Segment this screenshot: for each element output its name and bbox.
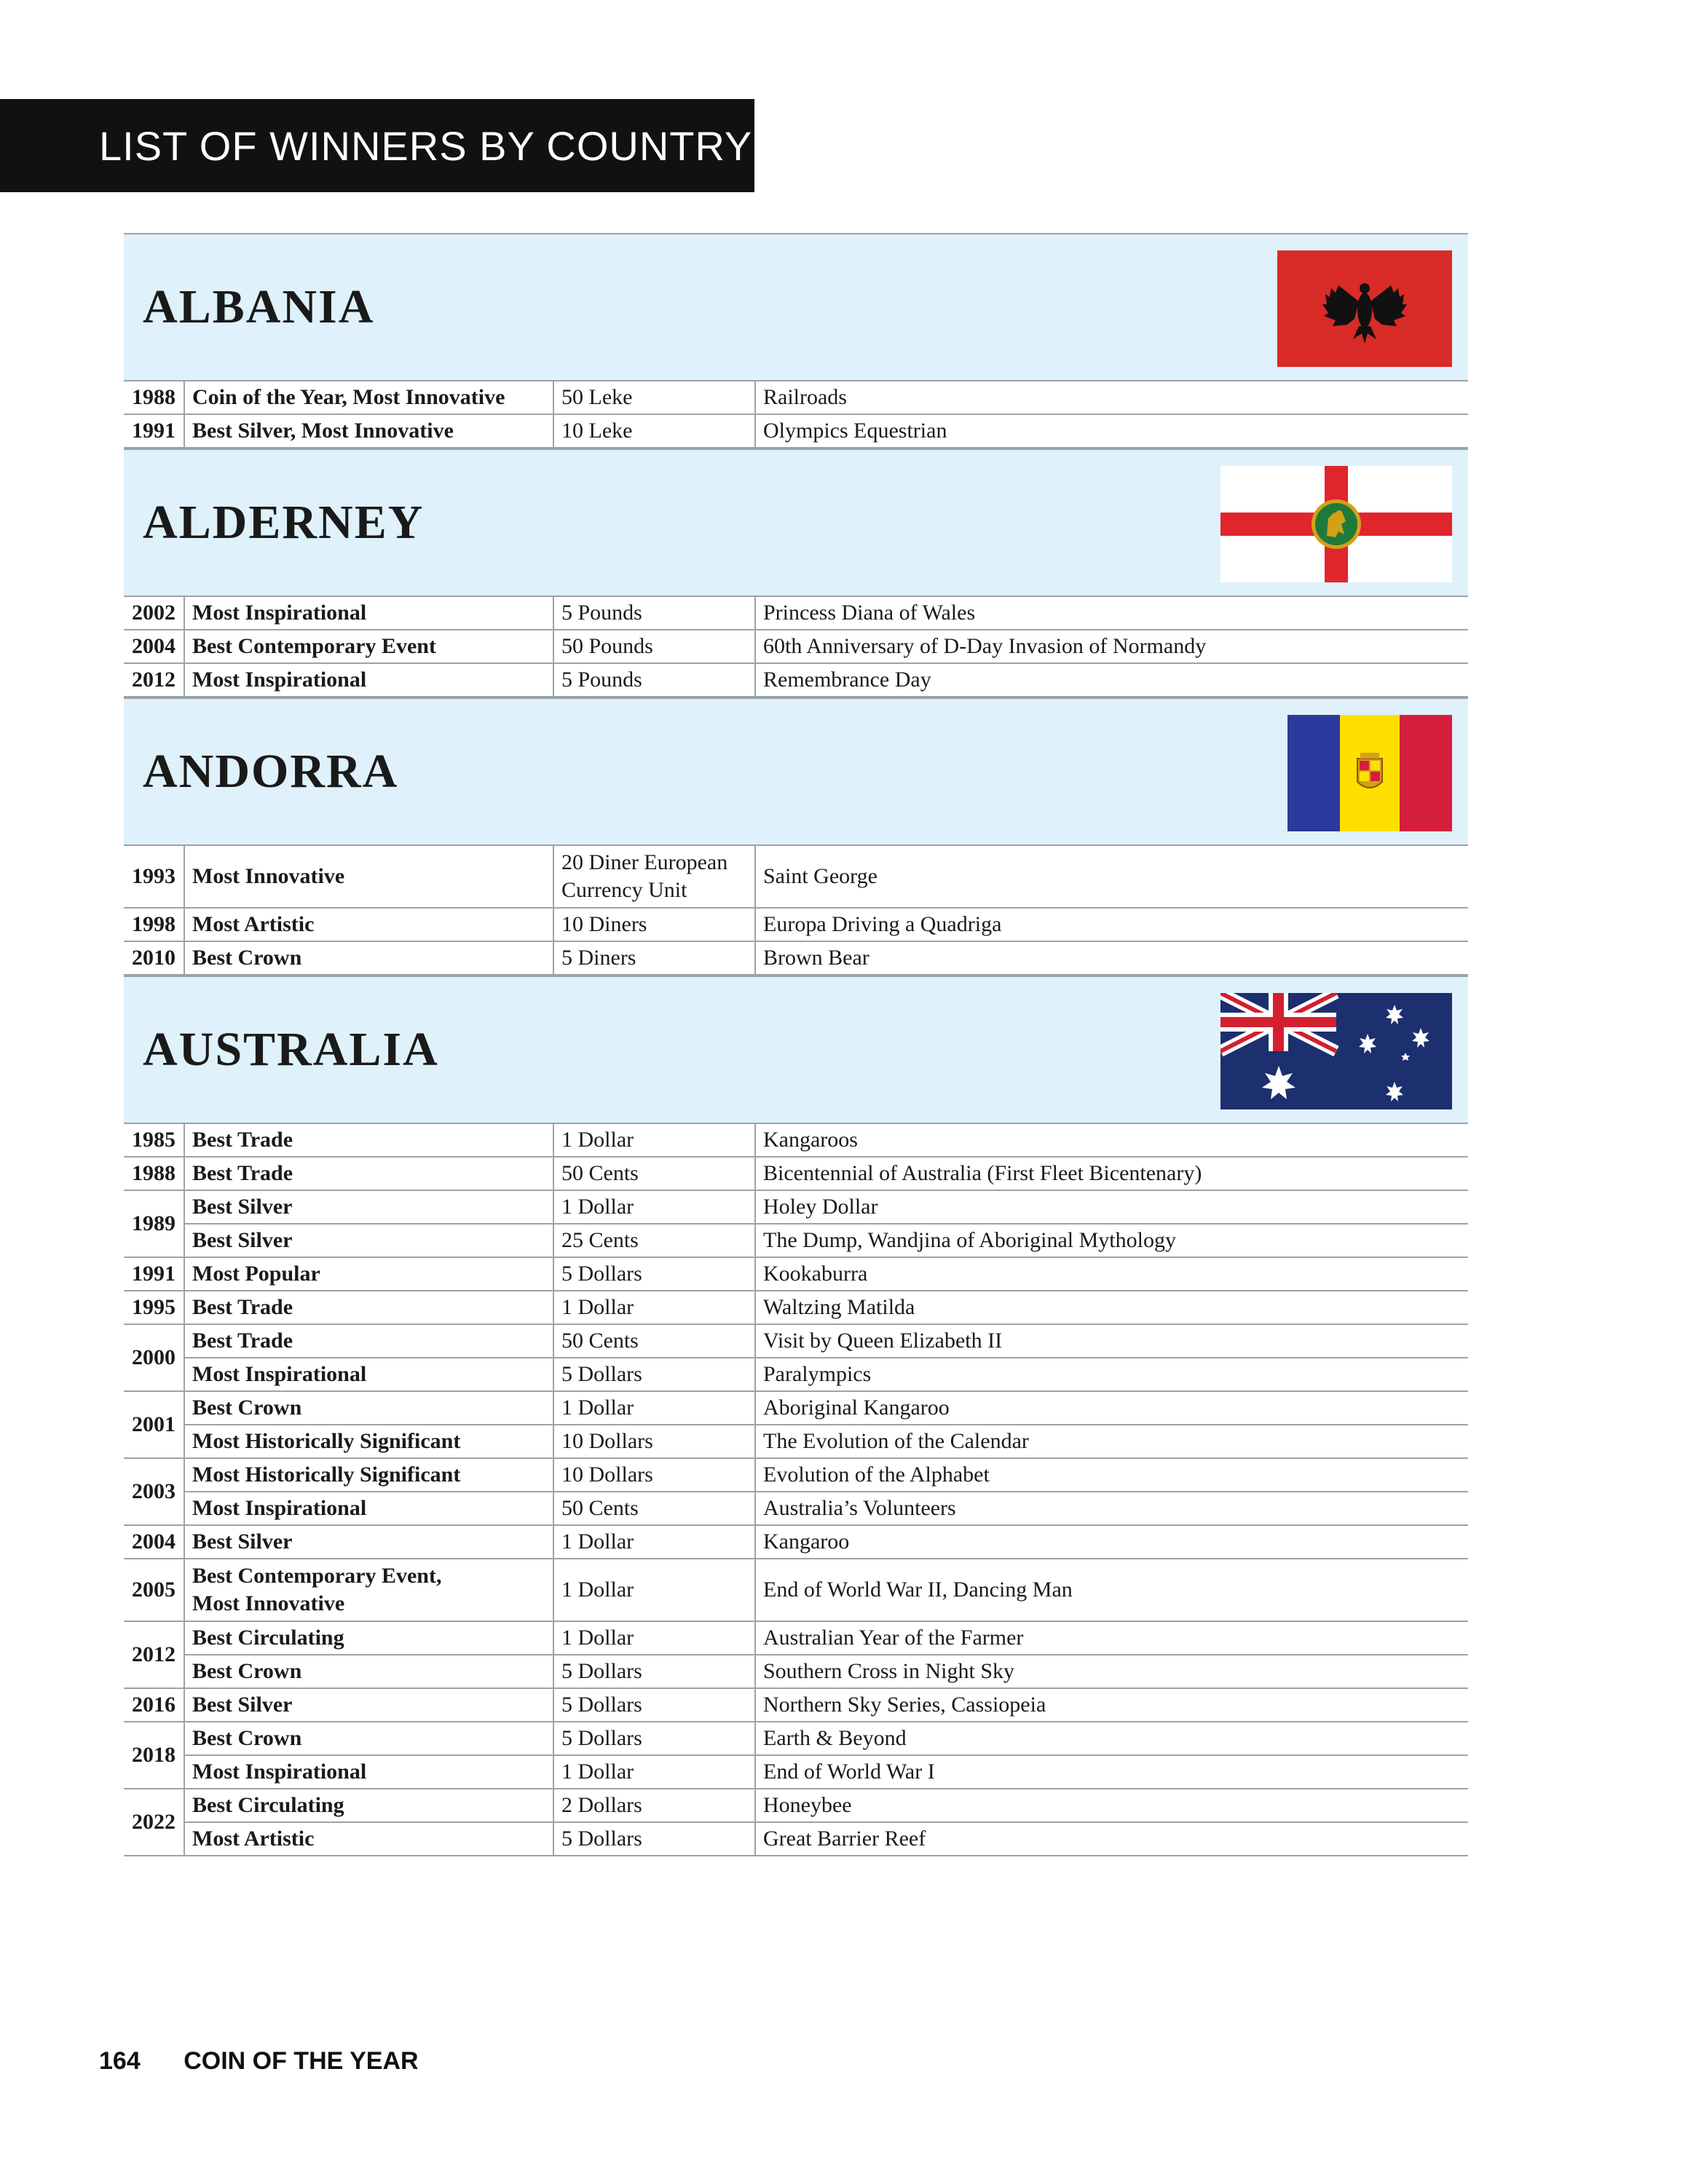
year-cell: 2022 <box>124 1789 184 1856</box>
table-row <box>124 1190 1468 1224</box>
subject-cell: Paralympics <box>755 1358 1468 1391</box>
australia-flag-icon <box>1220 993 1452 1109</box>
award-cell: Best Crown <box>184 1391 553 1425</box>
year-cell: 1993 <box>124 846 184 908</box>
subject-cell: The Evolution of the Calendar <box>755 1425 1468 1458</box>
denomination-cell: 5 Dollars <box>553 1722 755 1755</box>
year-cell: 2002 <box>124 597 184 630</box>
table-row <box>124 1688 1468 1722</box>
subject-cell: Princess Diana of Wales <box>755 597 1468 630</box>
table-row <box>124 1525 1468 1559</box>
year-cell: 2004 <box>124 1525 184 1559</box>
award-cell: Best Silver, Most Innovative <box>184 414 553 448</box>
year-cell: 2000 <box>124 1324 184 1391</box>
subject-cell: Aboriginal Kangaroo <box>755 1391 1468 1425</box>
award-cell: Most Inspirational <box>184 1755 553 1789</box>
year-cell: 2003 <box>124 1458 184 1525</box>
page-number: 164 <box>99 2047 141 2075</box>
table-row <box>124 1425 1468 1458</box>
subject-cell: Great Barrier Reef <box>755 1822 1468 1856</box>
award-cell: Most Inspirational <box>184 597 553 630</box>
award-cell: Best Trade <box>184 1324 553 1358</box>
award-cell: Best Crown <box>184 1722 553 1755</box>
subject-cell: Kangaroo <box>755 1525 1468 1559</box>
year-cell: 2010 <box>124 941 184 975</box>
country-header-andorra <box>124 697 1468 846</box>
subject-cell: The Dump, Wandjina of Aboriginal Mythology <box>755 1224 1468 1257</box>
denomination-cell: 5 Dollars <box>553 1822 755 1856</box>
denomination-cell: 5 Dollars <box>553 1655 755 1688</box>
year-cell: 2005 <box>124 1559 184 1621</box>
year-cell: 2012 <box>124 1621 184 1688</box>
denomination-cell: 10 Leke <box>553 414 755 448</box>
publication-title: COIN OF THE YEAR <box>184 2047 419 2075</box>
year-cell: 1998 <box>124 908 184 941</box>
albania-table <box>124 381 1468 448</box>
award-cell: Most Artistic <box>184 908 553 941</box>
denomination-cell: 5 Dollars <box>553 1358 755 1391</box>
country-header-australia <box>124 976 1468 1124</box>
award-cell: Best Crown <box>184 1655 553 1688</box>
award-cell: Best Trade <box>184 1124 553 1157</box>
denomination-cell: 1 Dollar <box>553 1755 755 1789</box>
denomination-cell: 5 Dollars <box>553 1688 755 1722</box>
award-cell: Most Historically Significant <box>184 1458 553 1492</box>
table-row <box>124 1492 1468 1525</box>
andorra-flag-icon <box>1287 715 1452 831</box>
award-cell: Best Trade <box>184 1157 553 1190</box>
country-header-alderney <box>124 448 1468 597</box>
table-row <box>124 663 1468 697</box>
subject-cell: Honeybee <box>755 1789 1468 1822</box>
subject-cell: Railroads <box>755 381 1468 414</box>
denomination-cell <box>553 846 755 908</box>
award-cell: Best Circulating <box>184 1789 553 1822</box>
table-row <box>124 1291 1468 1324</box>
subject-cell: End of World War II, Dancing Man <box>755 1559 1468 1621</box>
subject-cell: Olympics Equestrian <box>755 414 1468 448</box>
table-row <box>124 1655 1468 1688</box>
alderney-table <box>124 597 1468 697</box>
table-row <box>124 908 1468 941</box>
table-row <box>124 1559 1468 1621</box>
year-cell: 1991 <box>124 414 184 448</box>
award-line: Best Contemporary Event, <box>192 1564 442 1588</box>
country-name: AUSTRALIA <box>143 1023 439 1076</box>
table-row <box>124 1324 1468 1358</box>
subject-cell: Northern Sky Series, Cassiopeia <box>755 1688 1468 1722</box>
page-footer <box>99 2047 419 2076</box>
subject-cell: Visit by Queen Elizabeth II <box>755 1324 1468 1358</box>
denomination-cell: 50 Cents <box>553 1492 755 1525</box>
year-cell: 1985 <box>124 1124 184 1157</box>
andorra-table <box>124 846 1468 976</box>
alderney-flag-icon <box>1220 466 1452 582</box>
subject-cell: Brown Bear <box>755 941 1468 975</box>
award-cell: Best Silver <box>184 1190 553 1224</box>
award-cell: Most Popular <box>184 1257 553 1291</box>
year-cell: 2001 <box>124 1391 184 1458</box>
subject-cell: End of World War I <box>755 1755 1468 1789</box>
award-cell: Most Inspirational <box>184 1492 553 1525</box>
denomination-cell: 10 Diners <box>553 908 755 941</box>
table-row <box>124 1157 1468 1190</box>
subject-cell: Evolution of the Alphabet <box>755 1458 1468 1492</box>
subject-cell: 60th Anniversary of D-Day Invasion of Normandy <box>755 630 1468 663</box>
award-cell: Most Historically Significant <box>184 1425 553 1458</box>
denomination-cell: 1 Dollar <box>553 1190 755 1224</box>
table-row <box>124 630 1468 663</box>
table-row <box>124 597 1468 630</box>
denomination-cell: 1 Dollar <box>553 1291 755 1324</box>
table-row <box>124 414 1468 448</box>
table-row <box>124 1722 1468 1755</box>
denomination-cell: 1 Dollar <box>553 1525 755 1559</box>
year-cell: 1995 <box>124 1291 184 1324</box>
award-cell <box>184 1559 553 1621</box>
table-row <box>124 1789 1468 1822</box>
denomination-cell: 10 Dollars <box>553 1458 755 1492</box>
country-name: ALBANIA <box>143 280 375 333</box>
award-cell: Best Silver <box>184 1525 553 1559</box>
denomination-cell: 25 Cents <box>553 1224 755 1257</box>
denomination-cell: 10 Dollars <box>553 1425 755 1458</box>
year-cell: 1988 <box>124 1157 184 1190</box>
country-header-albania <box>124 233 1468 381</box>
award-cell: Best Silver <box>184 1688 553 1722</box>
award-cell: Best Contemporary Event <box>184 630 553 663</box>
subject-cell: Saint George <box>755 846 1468 908</box>
albania-flag-icon <box>1277 250 1452 367</box>
subject-cell: Remembrance Day <box>755 663 1468 697</box>
subject-cell: Australian Year of the Farmer <box>755 1621 1468 1655</box>
country-name: ALDERNEY <box>143 496 425 549</box>
subject-cell: Earth & Beyond <box>755 1722 1468 1755</box>
year-cell: 1991 <box>124 1257 184 1291</box>
subject-cell: Australia’s Volunteers <box>755 1492 1468 1525</box>
table-row <box>124 1822 1468 1856</box>
denomination-cell: 5 Pounds <box>553 663 755 697</box>
denomination-cell: 1 Dollar <box>553 1391 755 1425</box>
award-cell: Best Crown <box>184 941 553 975</box>
denomination-cell: 50 Cents <box>553 1157 755 1190</box>
section-title: LIST OF WINNERS BY COUNTRY <box>99 122 753 169</box>
award-cell: Most Artistic <box>184 1822 553 1856</box>
denomination-cell: 5 Pounds <box>553 597 755 630</box>
table-row <box>124 1621 1468 1655</box>
award-cell: Most Inspirational <box>184 663 553 697</box>
subject-cell: Southern Cross in Night Sky <box>755 1655 1468 1688</box>
section-header <box>0 99 754 192</box>
award-cell: Most Innovative <box>184 846 553 908</box>
year-cell: 2016 <box>124 1688 184 1722</box>
table-row <box>124 1257 1468 1291</box>
denomination-cell: 50 Cents <box>553 1324 755 1358</box>
denomination-cell: 5 Diners <box>553 941 755 975</box>
denomination-line: 20 Diner European <box>561 850 728 874</box>
table-row <box>124 1755 1468 1789</box>
table-row <box>124 846 1468 908</box>
denomination-cell: 50 Pounds <box>553 630 755 663</box>
award-cell: Best Circulating <box>184 1621 553 1655</box>
award-cell: Most Inspirational <box>184 1358 553 1391</box>
subject-cell: Waltzing Matilda <box>755 1291 1468 1324</box>
subject-cell: Kookaburra <box>755 1257 1468 1291</box>
year-cell: 2018 <box>124 1722 184 1789</box>
denomination-cell: 1 Dollar <box>553 1559 755 1621</box>
award-cell: Best Silver <box>184 1224 553 1257</box>
year-cell: 2004 <box>124 630 184 663</box>
subject-cell: Kangaroos <box>755 1124 1468 1157</box>
table-row <box>124 381 1468 414</box>
table-row <box>124 941 1468 975</box>
subject-cell: Europa Driving a Quadriga <box>755 908 1468 941</box>
table-row <box>124 1391 1468 1425</box>
denomination-cell: 1 Dollar <box>553 1124 755 1157</box>
denomination-cell: 1 Dollar <box>553 1621 755 1655</box>
table-row <box>124 1224 1468 1257</box>
table-row <box>124 1458 1468 1492</box>
australia-table <box>124 1124 1468 1856</box>
country-name: ANDORRA <box>143 745 399 798</box>
year-cell: 1988 <box>124 381 184 414</box>
denomination-cell: 50 Leke <box>553 381 755 414</box>
award-cell: Best Trade <box>184 1291 553 1324</box>
table-row <box>124 1124 1468 1157</box>
winners-list <box>124 233 1468 1856</box>
subject-cell: Bicentennial of Australia (First Fleet Bicentenary) <box>755 1157 1468 1190</box>
award-line: Most Innovative <box>192 1591 345 1615</box>
year-cell: 2012 <box>124 663 184 697</box>
subject-cell: Holey Dollar <box>755 1190 1468 1224</box>
award-cell: Coin of the Year, Most Innovative <box>184 381 553 414</box>
denomination-cell: 2 Dollars <box>553 1789 755 1822</box>
table-row <box>124 1358 1468 1391</box>
year-cell: 1989 <box>124 1190 184 1257</box>
denomination-cell: 5 Dollars <box>553 1257 755 1291</box>
denomination-line: Currency Unit <box>561 878 687 902</box>
